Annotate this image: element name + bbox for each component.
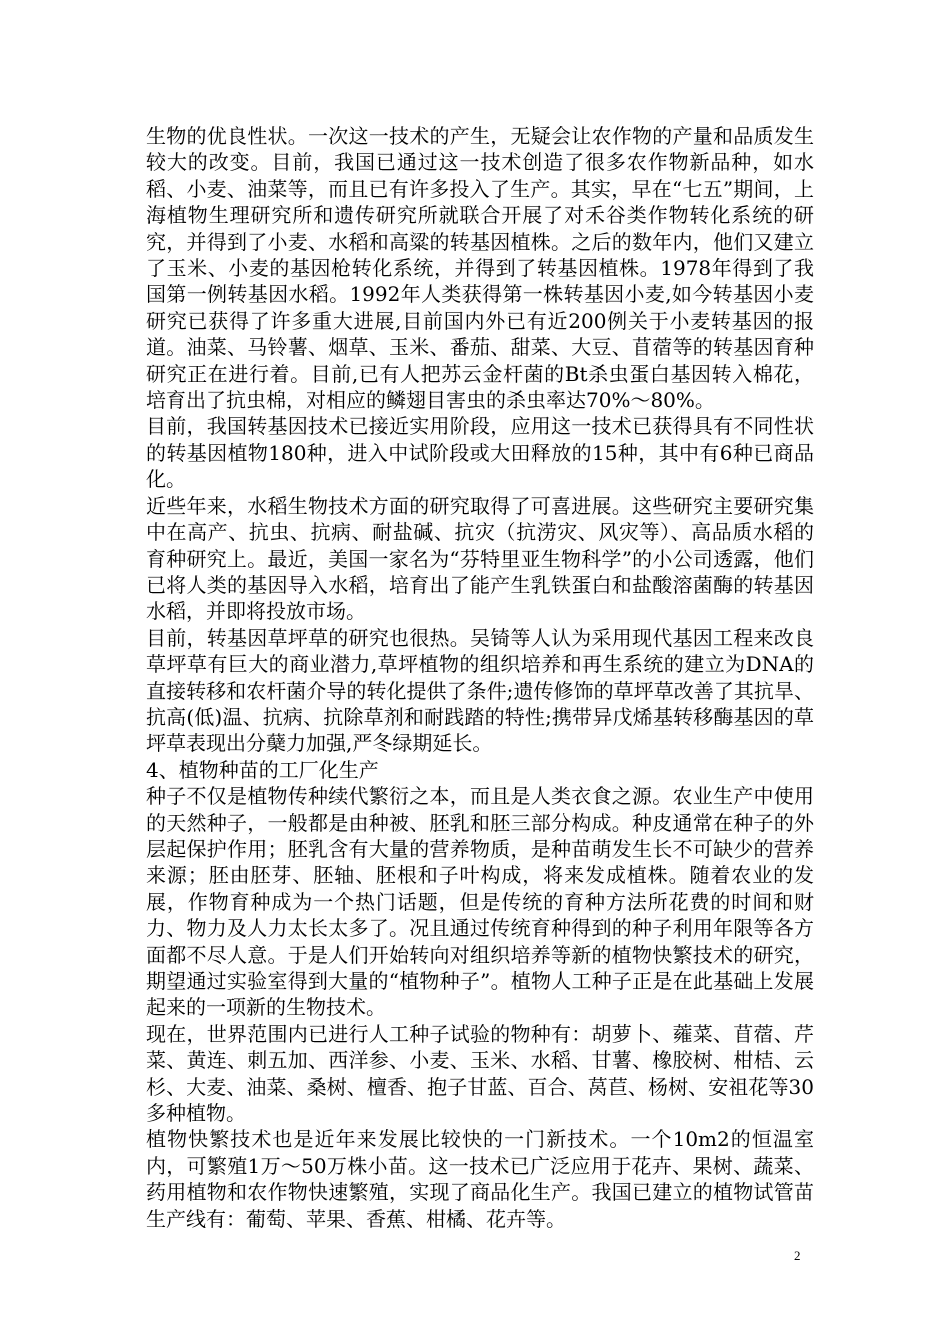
section-heading: 4、植物种苗的工厂化生产	[146, 757, 379, 782]
paragraph-artificial-seed-species: 现在，世界范围内已进行人工种子试验的物种有：胡萝卜、蕹菜、苜蓿、芹菜、黄连、刺五加、西洋参、小麦、玉米、水稻、甘薯、橡胶树、柑桔、云杉、大麦、油菜、桑树、檀香、抱子甘蓝、百合、莴苣、杨树、安祖花等30多种植物。	[146, 1021, 814, 1126]
paragraph-transgenic-status: 目前，我国转基因技术已接近实用阶段，应用这一技术已获得具有不同性状的转基因植物180种，进入中试阶段或大田释放的15种，其中有6种已商品化。	[146, 414, 814, 492]
paragraph-seeds: 种子不仅是植物传种续代繁衍之本，而且是人类衣食之源。农业生产中使用的天然种子，一般都是由种被、胚乳和胚三部分构成。种皮通常在种子的外层起保护作用；胚乳含有大量的营养物质，是种苗萌发生长不可缺少的营养来源；胚由胚芽、胚轴、胚根和子叶构成，将来发成植株。随着农业的发展，作物育种成为一个热门话题，但是传统的育种方法所花费的时间和财力、物力及人力太长太多了。况且通过传统育种得到的种子利用年限等各方面都不尽人意。于是人们开始转向对组织培养等新的植物快繁技术的研究，期望通过实验室得到大量的“植物种子”。植物人工种子正是在此基础上发展起来的一项新的生物技术。	[146, 784, 814, 1020]
document-body	[146, 123, 814, 1232]
page-number: 2	[794, 1248, 801, 1263]
paragraph-rice-biotech: 近些年来，水稻生物技术方面的研究取得了可喜进展。这些研究主要研究集中在高产、抗虫、抗病、耐盐碱、抗灾（抗涝灾、风灾等）、高品质水稻的育种研究上。最近，美国一家名为“芬特里亚生物科学”的小公司透露，他们已将人类的基因导入水稻，培育出了能产生乳铁蛋白和盐酸溶菌酶的转基因水稻，并即将投放市场。	[146, 493, 814, 624]
paragraph-rapid-propagation: 植物快繁技术也是近年来发展比较快的一门新技术。一个10m2的恒温室内，可繁殖1万～50万株小苗。这一技术已广泛应用于花卉、果树、蔬菜、药用植物和农作物快速繁殖，实现了商品化生产。我国已建立的植物试管苗生产线有：葡萄、苹果、香蕉、柑橘、花卉等。	[146, 1127, 814, 1231]
paragraph-turfgrass: 目前，转基因草坪草的研究也很热。吴锜等人认为采用现代基因工程来改良草坪草有巨大的商业潜力,草坪植物的组织培养和再生系统的建立为DNA的直接转移和农杆菌介导的转化提供了条件;遗传修饰的草坪草改善了其抗旱、抗高(低)温、抗病、抗除草剂和耐践踏的特性;携带异戊烯基转移酶基因的草坪草表现出分蘖力加强,严冬绿期延长。	[146, 625, 814, 756]
paragraph-transgenic-crops: 生物的优良性状。一次这一技术的产生，无疑会让农作物的产量和品质发生较大的改变。目前，我国已通过这一技术创造了很多农作物新品种，如水稻、小麦、油菜等，而且已有许多投入了生产。其实，早在“七五”期间，上海植物生理研究所和遗传研究所就联合开展了对禾谷类作物转化系统的研究，并得到了小麦、水稻和高粱的转基因植株。之后的数年内，他们又建立了玉米、小麦的基因枪转化系统，并得到了转基因植株。1978年得到了我国第一例转基因水稻。1992年人类获得第一株转基因小麦,如今转基因小麦研究已获得了许多重大进展,目前国内外已有近200例关于小麦转基因的报道。油菜、马铃薯、烟草、玉米、番茄、甜菜、大豆、苜蓿等的转基因育种研究正在进行着。目前,已有人把苏云金杆菌的Bt杀虫蛋白基因转入棉花，培育出了抗虫棉，对相应的鳞翅目害虫的杀虫率达70%～80%。	[146, 124, 814, 413]
